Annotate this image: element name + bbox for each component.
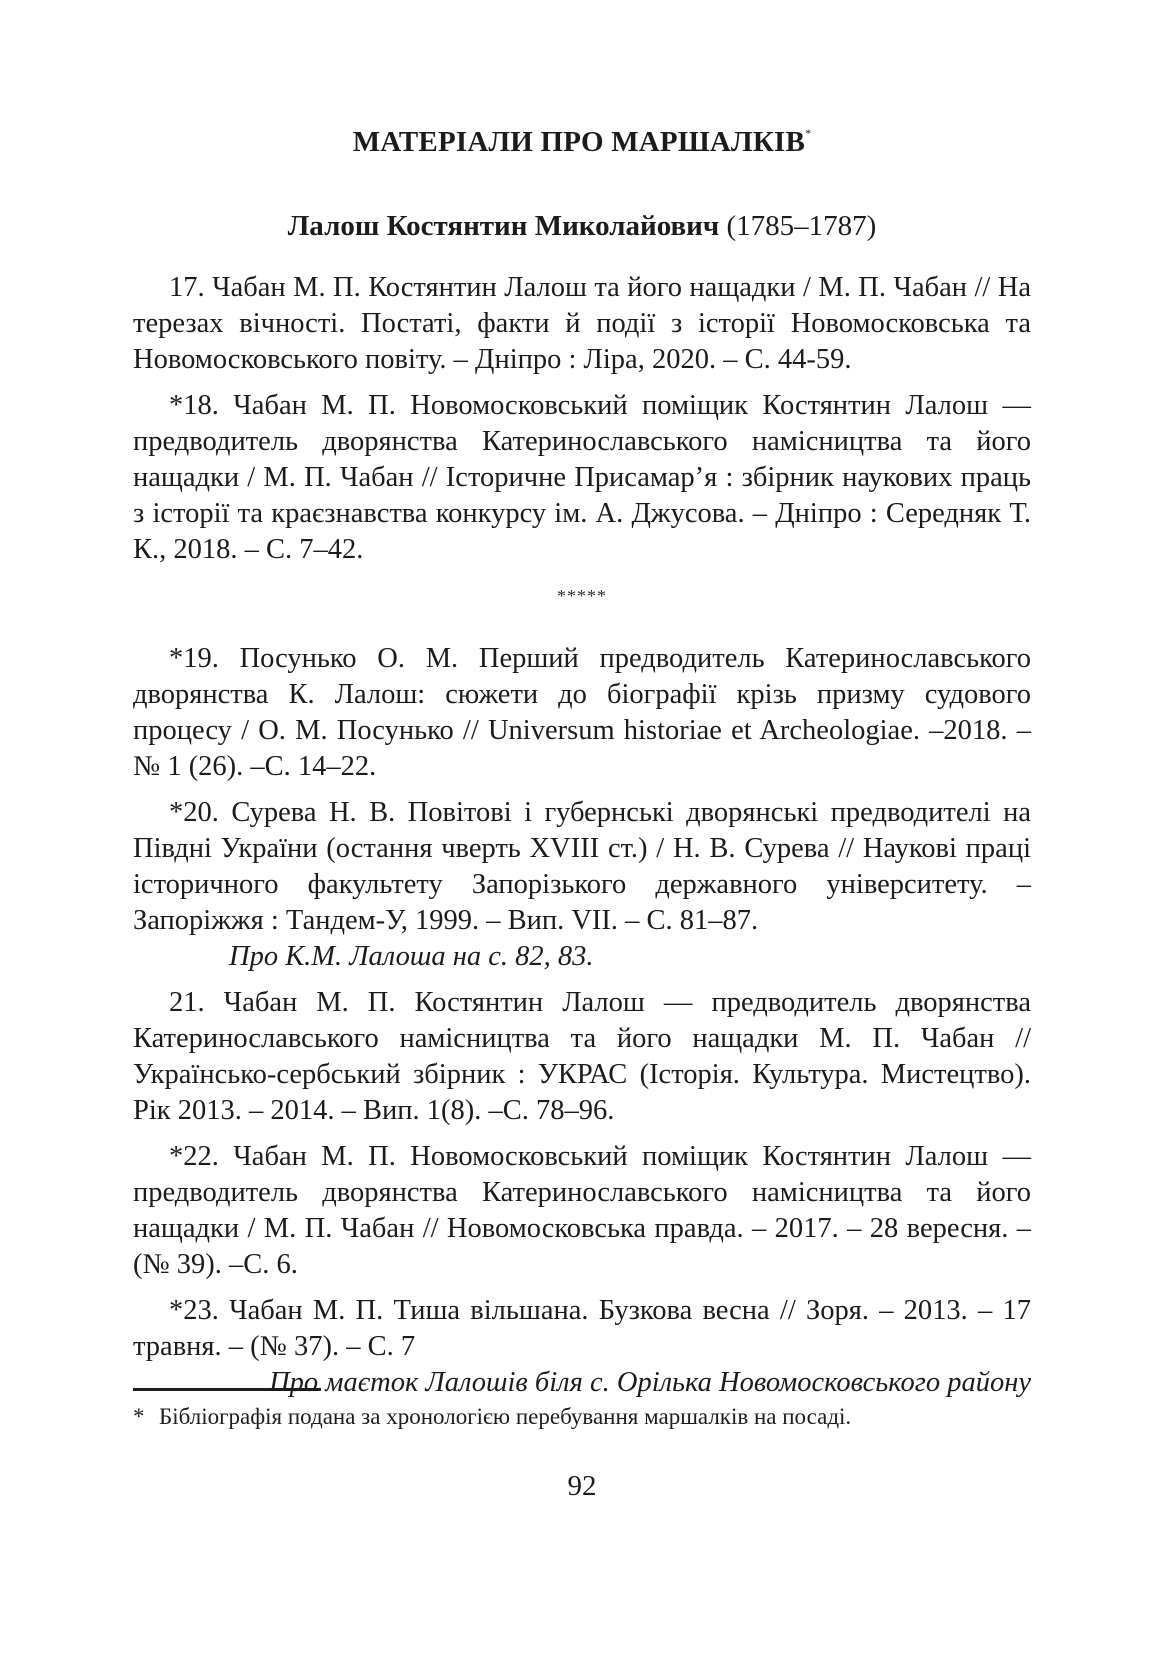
footnote-marker: * [805,126,812,140]
page-number: 92 [567,1470,597,1502]
entry-text: 17. Чабан М. П. Костянтин Лалош та його нащадки / М. П. Чабан // На терезах вічності. Постаті, факти й події з історії Новомосковська та Новомосковського повіту. – Дніпро : Ліра, 2020. – С. 44-59. [133,272,1031,375]
person-heading [133,210,1031,243]
section-title [133,126,1031,159]
bibliography-list [133,270,1031,1411]
section-title-text: МАТЕРІАЛИ ПРО МАРШАЛКІВ [352,126,806,158]
bibliography-entry-23 [133,1293,1031,1401]
footnote-divider [133,1388,321,1391]
entry-text: *20. Сурева Н. В. Повітові і губернські дворянські предводителі на Півдні України (остання чверть XVIII ст.) / Н. В. Сурева // Наукові праці історичного факультету Запорізького державного університету. – Запоріжжя : Тандем-У, 1999. – Вип. VII. – С. 81–87. [133,797,1031,936]
entry-text: *19. Посунько О. М. Перший предводитель Катеринославського дворянства К. Лалош: сюжети до біографії крізь призму судового процесу / О. М. Посунько // Universum historiae et Archeologiae. –2018. – № 1 (26). –С. 14–22. [133,643,1031,782]
bibliography-entry-19 [133,641,1031,785]
entry-text: *22. Чабан М. П. Новомосковський поміщик Костянтин Лалош — предводитель дворянства Катеринославського намісництва та його нащадки / М. П. Чабан // Новомосковська правда. – 2017. – 28 вересня. – (№ 39). –С. 6. [133,1141,1031,1280]
section-separator: ***** [557,586,607,606]
bibliography-entry-17 [133,270,1031,378]
entry-note: Про К.М. Лалоша на с. 82, 83. [229,941,594,972]
entry-note: Про маєток Лалошів біля с. Орілька Новомосковського району [269,1367,1031,1398]
bibliography-entry-22 [133,1139,1031,1283]
entry-text: *23. Чабан М. П. Тиша вільшана. Бузкова весна // Зоря. – 2013. – 17 травня. – (№ 37). – С. 7 [133,1295,1031,1362]
person-years: (1785–1787) [726,210,877,242]
entry-text: *18. Чабан М. П. Новомосковський поміщик Костянтин Лалош — предводитель дворянства Катеринославського намісництва та його нащадки / М. П. Чабан // Історичне Присамар’я : збірник наукових праць з історії та краєзнавства конкурсу ім. А. Джусова. – Дніпро : Середняк Т. К., 2018. – С. 7–42. [133,390,1031,565]
person-name: Лалош Костянтин Миколайович [287,210,720,242]
bibliography-entry-18 [133,388,1031,568]
document-page [133,0,1031,1654]
bibliography-entry-20 [133,795,1031,975]
bibliography-entry-21 [133,985,1031,1129]
entry-text: 21. Чабан М. П. Костянтин Лалош — предводитель дворянства Катеринославського намісництва та його нащадки М. П. Чабан // Українсько-сербський збірник : УКРАС (Історія. Культура. Мистецтво). Рік 2013. – 2014. – Вип. 1(8). –С. 78–96. [133,987,1031,1126]
footnote [133,1404,1031,1430]
footnote-mark: * [133,1404,145,1429]
footnote-text: Бібліографія подана за хронологією перебування маршалків на посаді. [159,1404,852,1429]
